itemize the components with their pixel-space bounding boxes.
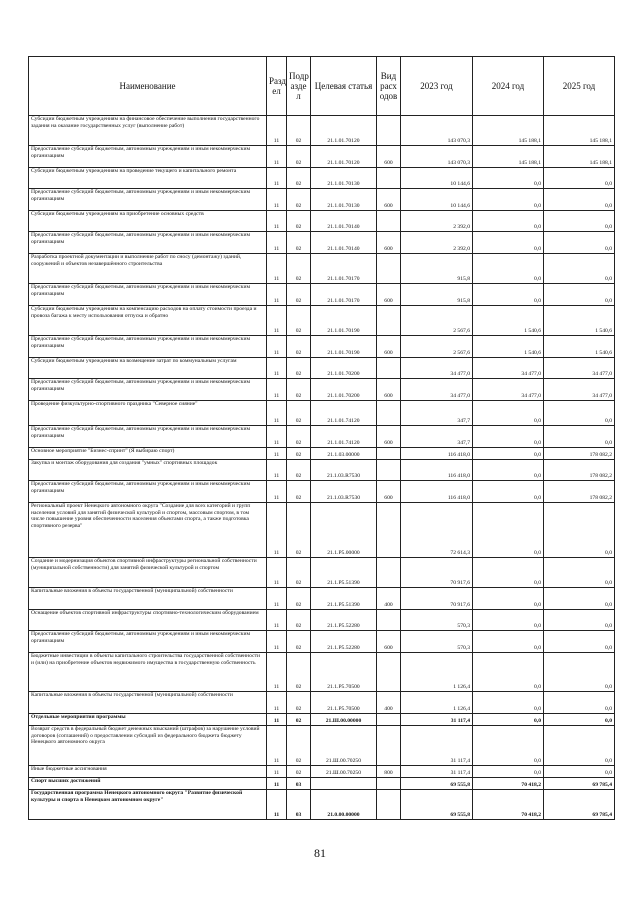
row-2024: 0,0 bbox=[473, 481, 544, 503]
row-cel: 21.Ш.00.70250 bbox=[311, 726, 377, 766]
row-cel: 21.Ш.00.00000 bbox=[311, 714, 377, 726]
row-2025: 0,0 bbox=[544, 610, 615, 631]
row-cel: 21.1.P5.00000 bbox=[311, 503, 377, 558]
row-cel: 21.1.03.R7530 bbox=[311, 460, 377, 481]
table-row bbox=[29, 232, 615, 254]
row-name: Государственная программа Ненецкого автономного округа "Развитие физической культуры и спорта в Ненецком автономном округе" bbox=[29, 790, 267, 820]
row-2023: 31 117,4 bbox=[401, 726, 473, 766]
row-razd: 11 bbox=[267, 426, 287, 448]
row-name: Субсидии бюджетным учреждениям на компенсацию расходов на оплату стоимости проезда и провоза багажа к месту использования отпуска и обратно bbox=[29, 306, 267, 336]
row-cel: 21.1.01.70170 bbox=[311, 284, 377, 306]
table-row bbox=[29, 460, 615, 481]
row-name: Бюджетные инвестиции в объекты капитального строительства государственной собственности и (или) на приобретение объектов недвижимого имущества в государственную собственность bbox=[29, 653, 267, 692]
table-row bbox=[29, 379, 615, 401]
row-name: Разработка проектной документации и выполнение работ по сносу (демонтажу) зданий, сооружений и объектов незавершённого строительства bbox=[29, 254, 267, 284]
table-row bbox=[29, 766, 615, 778]
row-2024: 0,0 bbox=[473, 189, 544, 211]
row-cel: 21.1.01.70200 bbox=[311, 379, 377, 401]
row-name: Отдельные мероприятия программы bbox=[29, 714, 267, 726]
row-vid bbox=[377, 503, 401, 558]
row-cel: 21.1.P5.51390 bbox=[311, 558, 377, 588]
row-2024: 0,0 bbox=[473, 401, 544, 426]
row-name: Предоставление субсидий бюджетным, автономным учреждениям и иным некоммерческим организациям bbox=[29, 426, 267, 448]
table-row bbox=[29, 692, 615, 714]
row-podr: 02 bbox=[287, 631, 311, 653]
row-2024: 0,0 bbox=[473, 588, 544, 610]
row-2025: 1 540,6 bbox=[544, 336, 615, 358]
table-body bbox=[29, 116, 615, 820]
header-name: Наименование bbox=[29, 57, 267, 116]
row-2023: 70 917,6 bbox=[401, 588, 473, 610]
row-name: Предоставление субсидий бюджетным, автономным учреждениям и иным некоммерческим организациям bbox=[29, 336, 267, 358]
table-row bbox=[29, 254, 615, 284]
row-2024: 0,0 bbox=[473, 503, 544, 558]
row-podr: 02 bbox=[287, 379, 311, 401]
row-2024: 0,0 bbox=[473, 168, 544, 189]
header-2024: 2024 год bbox=[473, 57, 544, 116]
table-row bbox=[29, 558, 615, 588]
row-2023: 69 555,8 bbox=[401, 790, 473, 820]
row-vid: 800 bbox=[377, 766, 401, 778]
row-name: Основное мероприятие "Бизнес-спринт" (Я выбираю спорт) bbox=[29, 448, 267, 460]
row-name: Создание и модернизация объектов спортивной инфраструктуры региональной собственности (муниципальной собственности) для занятий физической культурой и спортом bbox=[29, 558, 267, 588]
row-podr: 02 bbox=[287, 503, 311, 558]
row-name: Субсидии бюджетным учреждениям на финансовое обеспечение выполнения государственного задания на оказание государственных услуг (выполнение работ) bbox=[29, 116, 267, 146]
row-2023: 2 392,0 bbox=[401, 211, 473, 232]
row-name: Проведение физкультурно-спортивного праздника "Северное сияние" bbox=[29, 401, 267, 426]
row-2025: 0,0 bbox=[544, 254, 615, 284]
row-2023: 2 567,6 bbox=[401, 336, 473, 358]
row-podr: 02 bbox=[287, 336, 311, 358]
row-2025: 0,0 bbox=[544, 588, 615, 610]
row-podr: 02 bbox=[287, 460, 311, 481]
row-name: Предоставление субсидий бюджетным, автономным учреждениям и иным некоммерческим организациям bbox=[29, 284, 267, 306]
row-name: Капитальные вложения в объекты государственной (муниципальной) собственности bbox=[29, 588, 267, 610]
row-razd: 11 bbox=[267, 358, 287, 379]
row-razd: 11 bbox=[267, 610, 287, 631]
row-2024: 70 418,2 bbox=[473, 790, 544, 820]
row-vid bbox=[377, 168, 401, 189]
row-vid bbox=[377, 726, 401, 766]
row-razd: 11 bbox=[267, 714, 287, 726]
row-cel: 21.1.03.R7530 bbox=[311, 481, 377, 503]
header-razd: Разд ел bbox=[267, 57, 287, 116]
row-2023: 10 144,6 bbox=[401, 168, 473, 189]
row-podr: 02 bbox=[287, 284, 311, 306]
budget-table bbox=[28, 56, 615, 820]
row-2023: 570,3 bbox=[401, 610, 473, 631]
row-razd: 11 bbox=[267, 401, 287, 426]
table-row bbox=[29, 306, 615, 336]
row-2024: 0,0 bbox=[473, 426, 544, 448]
row-cel: 21.1.P5.52280 bbox=[311, 631, 377, 653]
table-row bbox=[29, 631, 615, 653]
row-razd: 11 bbox=[267, 726, 287, 766]
row-name: Региональный проект Ненецкого автономного округа "Создание для всех категорий и групп населения условий для занятий физической культурой и спортом, массовым спортом, в том числе повышение уровня обеспеченности населения объектами спорта, а также подготовка спортивного резерва" bbox=[29, 503, 267, 558]
row-name: Оснащение объектов спортивной инфраструктуры спортивно-технологическим оборудованием bbox=[29, 610, 267, 631]
row-2024: 70 418,2 bbox=[473, 778, 544, 790]
row-podr: 02 bbox=[287, 692, 311, 714]
row-2023: 570,3 bbox=[401, 631, 473, 653]
row-2025: 69 785,4 bbox=[544, 790, 615, 820]
row-2023: 10 144,6 bbox=[401, 189, 473, 211]
row-2024: 1 540,6 bbox=[473, 336, 544, 358]
row-2025: 0,0 bbox=[544, 189, 615, 211]
row-razd: 11 bbox=[267, 558, 287, 588]
row-2024: 1 540,6 bbox=[473, 306, 544, 336]
row-razd: 11 bbox=[267, 211, 287, 232]
row-razd: 11 bbox=[267, 481, 287, 503]
row-cel: 21.1.01.70190 bbox=[311, 336, 377, 358]
row-2024: 34 477,0 bbox=[473, 358, 544, 379]
row-2025: 145 188,1 bbox=[544, 146, 615, 168]
row-podr: 02 bbox=[287, 401, 311, 426]
row-vid: 600 bbox=[377, 631, 401, 653]
table-row bbox=[29, 714, 615, 726]
row-2023: 347,7 bbox=[401, 401, 473, 426]
row-razd: 11 bbox=[267, 692, 287, 714]
row-2025: 0,0 bbox=[544, 232, 615, 254]
row-2023: 116 418,0 bbox=[401, 460, 473, 481]
row-name: Субсидии бюджетным учреждениям на проведение текущего и капитального ремонта bbox=[29, 168, 267, 189]
row-name: Предоставление субсидий бюджетным, автономным учреждениям и иным некоммерческим организациям bbox=[29, 146, 267, 168]
row-2023: 69 555,8 bbox=[401, 778, 473, 790]
row-2023: 2 392,0 bbox=[401, 232, 473, 254]
row-2024: 0,0 bbox=[473, 460, 544, 481]
row-razd: 11 bbox=[267, 790, 287, 820]
row-2023: 72 614,3 bbox=[401, 503, 473, 558]
row-2024: 0,0 bbox=[473, 610, 544, 631]
table-row bbox=[29, 778, 615, 790]
row-vid bbox=[377, 211, 401, 232]
table-row bbox=[29, 189, 615, 211]
row-2024: 0,0 bbox=[473, 692, 544, 714]
row-2025: 0,0 bbox=[544, 426, 615, 448]
row-podr: 02 bbox=[287, 653, 311, 692]
row-name: Предоставление субсидий бюджетным, автономным учреждениям и иным некоммерческим организациям bbox=[29, 232, 267, 254]
row-name: Субсидии бюджетным учреждениям на приобретение основных средств bbox=[29, 211, 267, 232]
row-2024: 0,0 bbox=[473, 254, 544, 284]
row-vid bbox=[377, 778, 401, 790]
row-2024: 34 477,0 bbox=[473, 379, 544, 401]
page-number: 81 bbox=[314, 846, 326, 860]
row-podr: 02 bbox=[287, 426, 311, 448]
row-razd: 11 bbox=[267, 448, 287, 460]
table-row bbox=[29, 284, 615, 306]
row-2023: 31 117,4 bbox=[401, 766, 473, 778]
header-2023: 2023 год bbox=[401, 57, 473, 116]
table-row bbox=[29, 211, 615, 232]
row-2025: 0,0 bbox=[544, 766, 615, 778]
row-name: Иные бюджетные ассигнования bbox=[29, 766, 267, 778]
row-2024: 0,0 bbox=[473, 653, 544, 692]
row-2025: 0,0 bbox=[544, 168, 615, 189]
row-2024: 0,0 bbox=[473, 211, 544, 232]
row-vid: 600 bbox=[377, 336, 401, 358]
row-razd: 11 bbox=[267, 766, 287, 778]
row-2024: 0,0 bbox=[473, 558, 544, 588]
row-podr: 02 bbox=[287, 714, 311, 726]
row-cel: 21.1.P5.51390 bbox=[311, 588, 377, 610]
row-2025: 0,0 bbox=[544, 401, 615, 426]
table-row bbox=[29, 116, 615, 146]
row-razd: 11 bbox=[267, 379, 287, 401]
row-cel: 21.1.03.00000 bbox=[311, 448, 377, 460]
row-razd: 11 bbox=[267, 503, 287, 558]
row-razd: 11 bbox=[267, 778, 287, 790]
row-cel: 21.1.01.70200 bbox=[311, 358, 377, 379]
row-vid bbox=[377, 610, 401, 631]
row-vid bbox=[377, 358, 401, 379]
row-razd: 11 bbox=[267, 336, 287, 358]
row-name: Предоставление субсидий бюджетным, автономным учреждениям и иным некоммерческим организациям bbox=[29, 631, 267, 653]
row-2025: 0,0 bbox=[544, 631, 615, 653]
row-cel: 21.1.01.70130 bbox=[311, 168, 377, 189]
row-podr: 02 bbox=[287, 232, 311, 254]
table-row bbox=[29, 503, 615, 558]
row-2025: 1 540,6 bbox=[544, 306, 615, 336]
row-2025: 69 785,4 bbox=[544, 778, 615, 790]
table-row bbox=[29, 610, 615, 631]
row-cel: 21.1.01.70130 bbox=[311, 189, 377, 211]
row-cel bbox=[311, 778, 377, 790]
row-cel: 21.1.01.70120 bbox=[311, 146, 377, 168]
row-name: Субсидии бюджетным учреждениям на возмещение затрат по коммунальным услугам bbox=[29, 358, 267, 379]
row-podr: 02 bbox=[287, 766, 311, 778]
row-podr: 02 bbox=[287, 610, 311, 631]
row-2023: 70 917,6 bbox=[401, 558, 473, 588]
row-vid: 600 bbox=[377, 146, 401, 168]
row-2023: 915,8 bbox=[401, 284, 473, 306]
table-row bbox=[29, 588, 615, 610]
row-cel: 21.1.P5.70500 bbox=[311, 653, 377, 692]
row-2024: 145 188,1 bbox=[473, 146, 544, 168]
header-2025: 2025 год bbox=[544, 57, 615, 116]
row-2025: 34 477,0 bbox=[544, 358, 615, 379]
row-cel: 21.Ш.00.70250 bbox=[311, 766, 377, 778]
row-name: Возврат средств в федеральный бюджет денежных взысканий (штрафов) за нарушение условий договоров (соглашений) о предоставлении субсидий из федерального бюджета бюджету Ненецкого автономного округа bbox=[29, 726, 267, 766]
row-podr: 02 bbox=[287, 726, 311, 766]
row-2023: 143 070,3 bbox=[401, 146, 473, 168]
row-cel: 21.0.00.00000 bbox=[311, 790, 377, 820]
table-row bbox=[29, 481, 615, 503]
row-vid bbox=[377, 116, 401, 146]
row-2024: 0,0 bbox=[473, 284, 544, 306]
row-2025: 178 082,2 bbox=[544, 460, 615, 481]
row-vid: 600 bbox=[377, 426, 401, 448]
row-podr: 02 bbox=[287, 254, 311, 284]
row-2025: 0,0 bbox=[544, 653, 615, 692]
row-2023: 34 477,0 bbox=[401, 379, 473, 401]
row-2024: 0,0 bbox=[473, 766, 544, 778]
row-name: Спорт высших достижений bbox=[29, 778, 267, 790]
row-2025: 0,0 bbox=[544, 726, 615, 766]
row-podr: 02 bbox=[287, 481, 311, 503]
row-razd: 11 bbox=[267, 631, 287, 653]
table-row bbox=[29, 401, 615, 426]
row-vid bbox=[377, 306, 401, 336]
table-row bbox=[29, 426, 615, 448]
row-razd: 11 bbox=[267, 146, 287, 168]
row-razd: 11 bbox=[267, 653, 287, 692]
budget-table-sheet bbox=[28, 56, 614, 820]
row-cel: 21.1.P5.52280 bbox=[311, 610, 377, 631]
row-razd: 11 bbox=[267, 189, 287, 211]
row-vid: 600 bbox=[377, 189, 401, 211]
row-2025: 0,0 bbox=[544, 692, 615, 714]
row-2025: 0,0 bbox=[544, 558, 615, 588]
row-2023: 2 567,6 bbox=[401, 306, 473, 336]
row-razd: 11 bbox=[267, 232, 287, 254]
table-row bbox=[29, 336, 615, 358]
header-cel: Целевая статья bbox=[311, 57, 377, 116]
row-cel: 21.1.01.74120 bbox=[311, 401, 377, 426]
row-cel: 21.1.01.70190 bbox=[311, 306, 377, 336]
row-cel: 21.1.01.70140 bbox=[311, 211, 377, 232]
table-row bbox=[29, 358, 615, 379]
table-row bbox=[29, 790, 615, 820]
row-vid bbox=[377, 460, 401, 481]
row-2023: 34 477,0 bbox=[401, 358, 473, 379]
row-2023: 1 126,4 bbox=[401, 692, 473, 714]
row-cel: 21.1.01.70170 bbox=[311, 254, 377, 284]
row-vid: 600 bbox=[377, 232, 401, 254]
row-2023: 31 117,4 bbox=[401, 714, 473, 726]
row-vid bbox=[377, 653, 401, 692]
row-vid bbox=[377, 558, 401, 588]
row-podr: 02 bbox=[287, 448, 311, 460]
row-vid: 600 bbox=[377, 379, 401, 401]
row-podr: 02 bbox=[287, 211, 311, 232]
row-name: Предоставление субсидий бюджетным, автономным учреждениям и иным некоммерческим организациям bbox=[29, 189, 267, 211]
header-vid: Вид расх одов bbox=[377, 57, 401, 116]
row-2025: 178 082,2 bbox=[544, 448, 615, 460]
row-podr: 02 bbox=[287, 146, 311, 168]
row-2025: 0,0 bbox=[544, 284, 615, 306]
row-2024: 0,0 bbox=[473, 631, 544, 653]
row-2023: 1 126,4 bbox=[401, 653, 473, 692]
row-cel: 21.1.01.74120 bbox=[311, 426, 377, 448]
row-cel: 21.1.01.70120 bbox=[311, 116, 377, 146]
row-2024: 0,0 bbox=[473, 448, 544, 460]
row-2024: 0,0 bbox=[473, 232, 544, 254]
row-podr: 02 bbox=[287, 358, 311, 379]
row-vid: 400 bbox=[377, 588, 401, 610]
row-name: Капитальные вложения в объекты государственной (муниципальной) собственности bbox=[29, 692, 267, 714]
row-2025: 178 082,2 bbox=[544, 481, 615, 503]
row-2025: 0,0 bbox=[544, 503, 615, 558]
row-vid bbox=[377, 448, 401, 460]
row-razd: 11 bbox=[267, 306, 287, 336]
row-razd: 11 bbox=[267, 588, 287, 610]
header-podr: Подр азде л bbox=[287, 57, 311, 116]
row-2024: 0,0 bbox=[473, 726, 544, 766]
row-2025: 0,0 bbox=[544, 714, 615, 726]
row-2023: 915,8 bbox=[401, 254, 473, 284]
row-podr: 02 bbox=[287, 189, 311, 211]
row-vid: 600 bbox=[377, 284, 401, 306]
row-cel: 21.1.P5.70500 bbox=[311, 692, 377, 714]
row-2024: 145 188,1 bbox=[473, 116, 544, 146]
row-name: Предоставление субсидий бюджетным, автономным учреждениям и иным некоммерческим организациям bbox=[29, 379, 267, 401]
row-podr: 02 bbox=[287, 116, 311, 146]
row-podr: 02 bbox=[287, 168, 311, 189]
row-2023: 143 070,3 bbox=[401, 116, 473, 146]
row-2025: 0,0 bbox=[544, 211, 615, 232]
table-header-row bbox=[29, 57, 615, 116]
row-name: Закупка и монтаж оборудования для создания "умных" спортивных площадок bbox=[29, 460, 267, 481]
row-podr: 02 bbox=[287, 588, 311, 610]
row-2023: 116 418,0 bbox=[401, 481, 473, 503]
table-row bbox=[29, 168, 615, 189]
row-name: Предоставление субсидий бюджетным, автономным учреждениям и иным некоммерческим организациям bbox=[29, 481, 267, 503]
row-razd: 11 bbox=[267, 116, 287, 146]
table-row bbox=[29, 448, 615, 460]
row-podr: 02 bbox=[287, 306, 311, 336]
row-podr: 02 bbox=[287, 558, 311, 588]
row-razd: 11 bbox=[267, 460, 287, 481]
row-vid bbox=[377, 254, 401, 284]
row-vid: 600 bbox=[377, 481, 401, 503]
row-podr: 03 bbox=[287, 778, 311, 790]
row-vid: 400 bbox=[377, 692, 401, 714]
row-cel: 21.1.01.70140 bbox=[311, 232, 377, 254]
row-2025: 34 477,0 bbox=[544, 379, 615, 401]
table-row bbox=[29, 653, 615, 692]
row-razd: 11 bbox=[267, 284, 287, 306]
row-razd: 11 bbox=[267, 168, 287, 189]
table-row bbox=[29, 146, 615, 168]
row-podr: 03 bbox=[287, 790, 311, 820]
row-2025: 145 188,1 bbox=[544, 116, 615, 146]
table-row bbox=[29, 726, 615, 766]
row-2024: 0,0 bbox=[473, 714, 544, 726]
row-2023: 116 418,0 bbox=[401, 448, 473, 460]
row-vid bbox=[377, 401, 401, 426]
row-2023: 347,7 bbox=[401, 426, 473, 448]
row-vid bbox=[377, 714, 401, 726]
row-vid bbox=[377, 790, 401, 820]
row-razd: 11 bbox=[267, 254, 287, 284]
